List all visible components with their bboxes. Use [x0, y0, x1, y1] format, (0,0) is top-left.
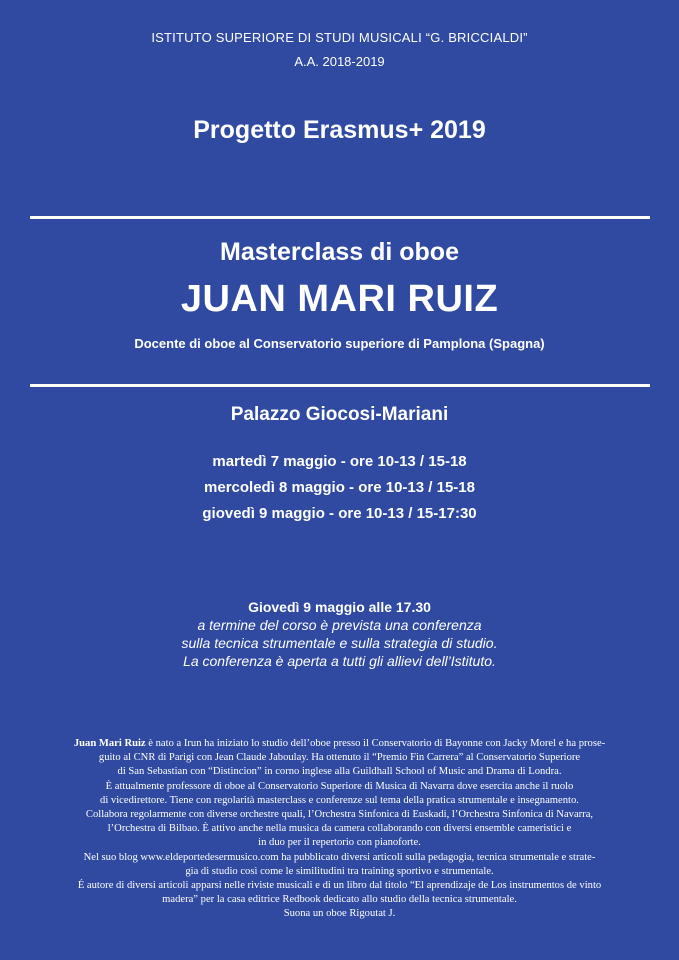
biography: [40, 737, 639, 922]
conference-line: a termine del corso è prevista una conferenza: [197, 617, 482, 633]
bio-line: madera” per la casa editrice Redbook dedicato allo studio della tecnica strumentale.: [162, 894, 517, 906]
schedule-date: martedì 7 maggio - ore 10-13 / 15-18: [212, 453, 467, 470]
divider-top: [30, 216, 650, 219]
teacher-role: Docente di oboe al Conservatorio superiore di Pamplona (Spagna): [134, 336, 545, 351]
bio-text: è nato a Irun ha iniziato lo studio dell’oboe presso il Conservatorio di Bayonne con Jacky Morel e ha prose-: [145, 738, 606, 749]
teacher-name: JUAN MARI RUIZ: [180, 278, 499, 320]
academic-year: A.A. 2018-2019: [294, 54, 385, 69]
venue: Palazzo Giocosi-Mariani: [230, 404, 449, 425]
conference-heading: Giovedì 9 maggio alle 17.30: [248, 599, 431, 615]
bio-line: É autore di diversi articoli apparsi nelle riviste musicali e di un libro dal titolo “El aprendizaje de Los instrumentos de vinto: [77, 880, 602, 892]
conference-line: sulla tecnica strumentale e sulla strategia di studio.: [181, 635, 498, 651]
bio-line: Suona un oboe Rigoutat J.: [283, 908, 396, 920]
conference-notice: [0, 598, 679, 670]
institute-name: ISTITUTO SUPERIORE DI STUDI MUSICALI “G. BRICCIALDI”: [151, 30, 528, 45]
schedule: [0, 449, 679, 527]
bio-line: guito al CNR di Parigi con Jean Claude Jaboulay. Ha ottenuto il “Premio Fin Carrera” al Conservatorio Superiore: [98, 752, 581, 764]
conference-line: La conferenza è aperta a tutti gli allievi dell’Istituto.: [183, 653, 496, 669]
bio-line: l’Orchestra di Bilbao. È attivo anche nella musica da camera collaborando con diversi ensemble cameristici e: [107, 823, 572, 835]
divider-bottom: [30, 384, 650, 387]
bio-line: Nel suo blog www.eldeportedesermusico.com ha pubblicato diversi articoli sulla pedagogia, tecnica strumentale e strate-: [83, 851, 596, 863]
bio-line: È attualmente professore di oboe al Conservatorio Superiore di Musica di Navarra dove esercita anche il ruolo: [105, 780, 574, 792]
bio-line: di vicedirettore. Tiene con regolarità masterclass e conferenze sul tema della pratica strumentale e insegnamento.: [100, 794, 579, 806]
bio-line: gia di studio così come le similitudini tra training sportivo e strumentale.: [185, 865, 494, 877]
bio-line: [40, 737, 639, 751]
masterclass-subtitle: Masterclass di oboe: [220, 238, 459, 266]
schedule-date: giovedì 9 maggio - ore 10-13 / 15-17:30: [202, 505, 477, 522]
bio-line: in duo per il repertorio con pianoforte.: [258, 837, 421, 849]
bio-line: di San Sebastian con “Distincion” in corno inglese alla Guildhall School of Music and Drama di Londra.: [117, 766, 562, 778]
bio-line: Collabora regolarmente con diverse orchestre quali, l’Orchestra Sinfonica di Euskadi, l’Orchestra Sinfonica di Navarra,: [85, 809, 594, 821]
schedule-date: mercoledì 8 maggio - ore 10-13 / 15-18: [204, 479, 475, 496]
bio-name: Juan Mari Ruiz: [73, 738, 146, 749]
project-title: Progetto Erasmus+ 2019: [193, 116, 486, 144]
